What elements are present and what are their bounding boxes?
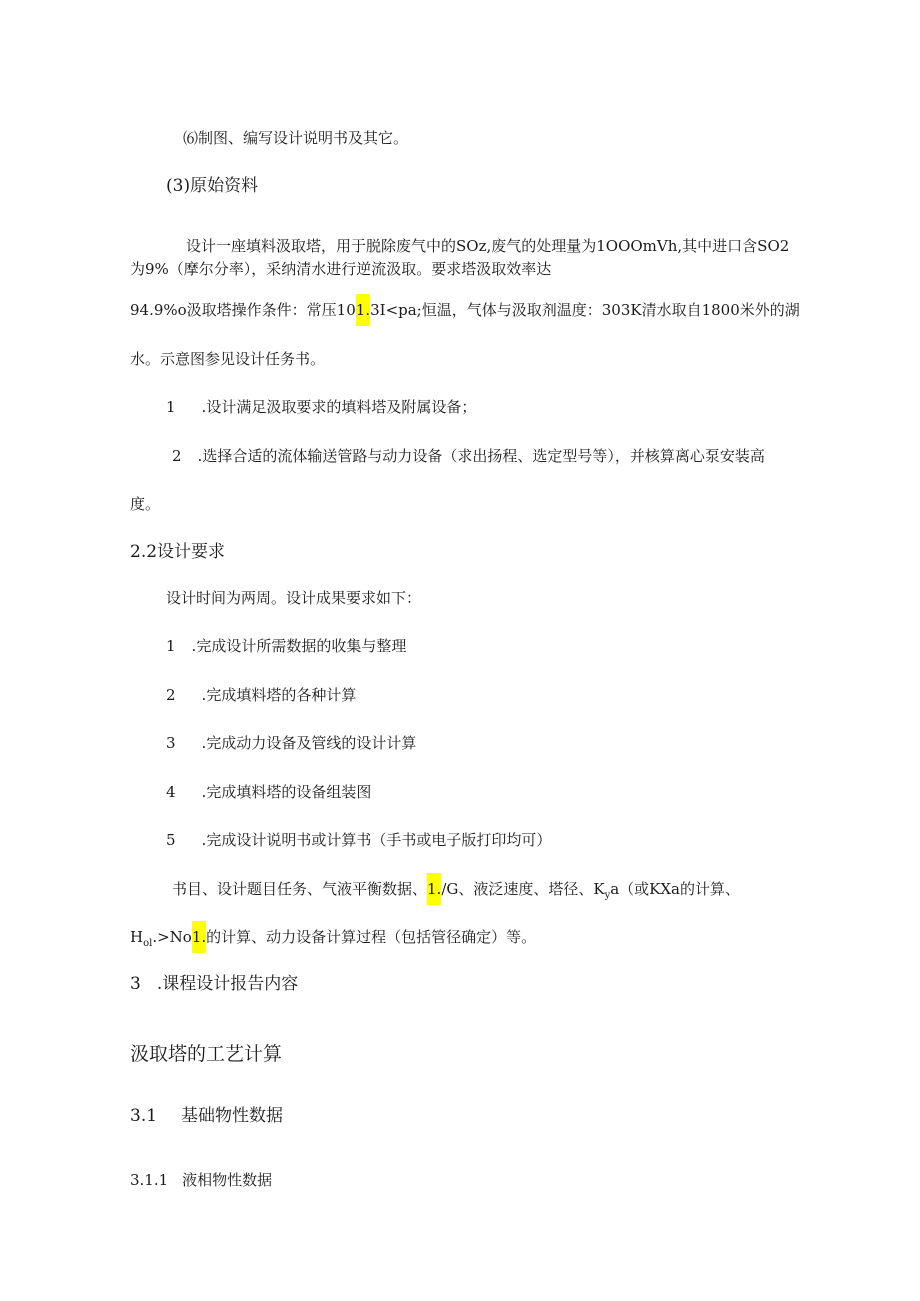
list-number: 2 (166, 686, 176, 704)
list-number: 1 (166, 637, 176, 655)
report-contents-line (130, 927, 536, 954)
requirement-item (166, 685, 356, 705)
paragraph-line: 为9%（摩尔分率），采纳清水进行逆流汲取。要求塔汲取效率达 (130, 260, 552, 278)
text-run: 的计算、动力设备计算过程（包括管径确定）等。 (206, 928, 537, 946)
text-run: a（或KXa的计算、 (610, 880, 741, 898)
section-heading-design-requirements: 2.2设计要求 (130, 542, 226, 562)
highlighted-text: 1. (192, 921, 206, 953)
text-run: /G、液泛速度、塔径、K (441, 880, 605, 898)
list-number: 2 (172, 447, 182, 465)
list-text: .完成填料塔的各种计算 (201, 686, 357, 704)
list-number: 1 (166, 398, 176, 416)
list-number: 5 (166, 831, 176, 849)
text-run: H (130, 928, 144, 946)
requirement-item (166, 830, 551, 850)
heading-text: .课程设计报告内容 (156, 974, 299, 994)
list-text: .选择合适的流体输送管路与动力设备（求出扬程、选定型号等），并核算离心泵安装高 (197, 447, 765, 465)
requirement-item (166, 636, 406, 656)
list-text: .完成动力设备及管线的设计计算 (201, 734, 417, 752)
section-heading-original-data: (3)原始资料 (166, 176, 259, 196)
text-run: 94.9%o汲取塔操作条件：常压10 (130, 301, 356, 319)
list-item-6: ⑹制图、编写设计说明书及其它。 (183, 129, 409, 147)
text-run: 书目、设计题目任务、气液平衡数据、 (172, 880, 428, 898)
list-number: 3 (166, 734, 176, 752)
paragraph-line: 设计一座填料汲取塔，用于脱除废气中的SOz,废气的处理量为1OOOmVh,其中进口含SO2 (186, 237, 790, 255)
chapter-title: 汲取塔的工艺计算 (130, 1043, 283, 1065)
subscript: y (604, 890, 611, 901)
list-text: .设计满足汲取要求的填料塔及附属设备； (201, 398, 477, 416)
report-content-heading (130, 974, 298, 994)
highlighted-text: 1. (356, 294, 370, 326)
section-heading-3-1-1 (130, 1170, 272, 1190)
section-heading-3-1 (130, 1106, 283, 1126)
section-number: 3.1.1 (130, 1171, 169, 1189)
paragraph-line: 水。示意图参见设计任务书。 (130, 350, 326, 368)
highlighted-text: 1. (427, 873, 441, 905)
text-run: 3I<pa;恒温，气体与汲取剂温度：303K清水取自1800米外的湖 (370, 301, 800, 319)
list-text: .完成设计所需数据的收集与整理 (191, 637, 407, 655)
requirement-item (166, 733, 416, 753)
requirements-intro: 设计时间为两周。设计成果要求如下： (166, 589, 422, 607)
report-contents-line (172, 879, 740, 906)
paragraph-line (130, 300, 800, 320)
paragraph-line: 度。 (130, 495, 161, 513)
task-item-1 (166, 397, 476, 417)
task-item-2 (172, 446, 765, 466)
section-number: 3.1 (130, 1106, 158, 1126)
heading-text: 基础物性数据 (181, 1106, 284, 1126)
list-text: .完成填料塔的设备组装图 (201, 783, 372, 801)
heading-text: 液相物性数据 (182, 1171, 273, 1189)
list-text: .完成设计说明书或计算书（手书或电子版打印均可） (201, 831, 552, 849)
subscript: ol (143, 938, 153, 949)
list-number: 3 (130, 974, 141, 994)
list-number: 4 (166, 783, 176, 801)
requirement-item (166, 782, 371, 802)
text-run: .>No (152, 928, 192, 946)
